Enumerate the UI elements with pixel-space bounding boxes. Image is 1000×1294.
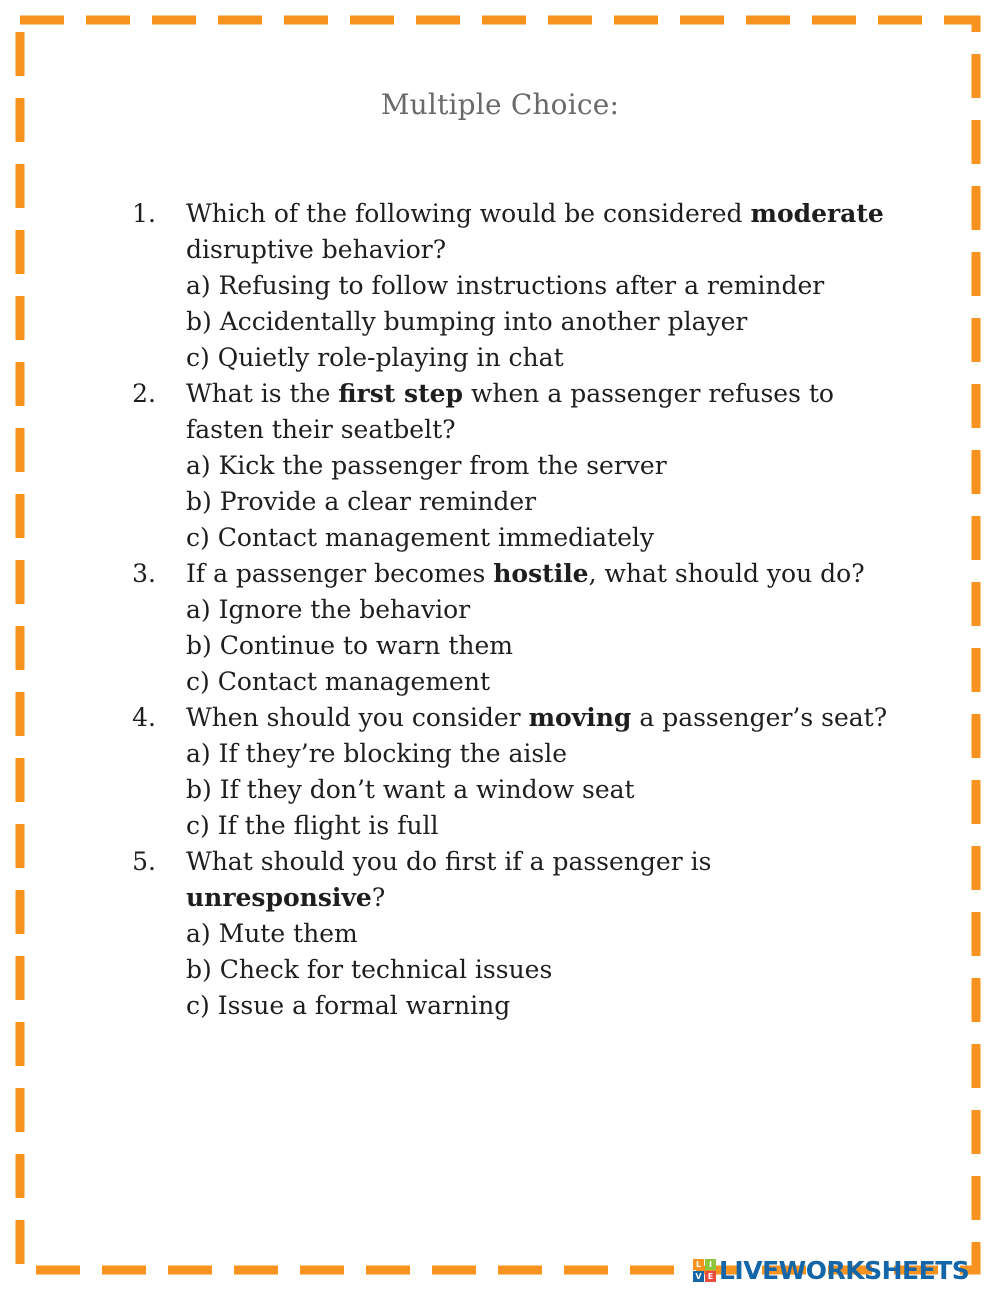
answer-option-c[interactable]: c) If the flight is full [186, 811, 439, 840]
answer-option-c[interactable]: c) Issue a formal warning [186, 991, 511, 1020]
question-list [130, 196, 890, 1024]
answer-option-a[interactable]: a) Mute them [186, 919, 358, 948]
answer-option-a[interactable]: a) Ignore the behavior [186, 595, 471, 624]
answer-option-c[interactable]: c) Contact management [186, 667, 490, 696]
logo-text: LIVEWORKSHEETS [719, 1255, 970, 1285]
question-number: 5. [132, 847, 156, 876]
answer-option-a[interactable]: a) If they’re blocking the aisle [186, 739, 568, 768]
answer-option-b[interactable]: b) Provide a clear reminder [186, 487, 537, 516]
question-text [186, 376, 890, 448]
question-text [186, 556, 890, 592]
answer-option-b[interactable]: b) If they don’t want a window seat [186, 775, 635, 804]
question-text-end: ? [371, 883, 386, 912]
answer-option-a[interactable]: a) Kick the passenger from the server [186, 451, 667, 480]
question-1 [130, 196, 890, 376]
question-text-start: When should you consider [186, 703, 529, 732]
answer-option-b[interactable]: b) Check for technical issues [186, 955, 553, 984]
question-text-start: Which of the following would be considered [186, 199, 751, 228]
answer-option-c[interactable]: c) Contact management immediately [186, 523, 655, 552]
logo-mark-tile: I [705, 1259, 716, 1270]
question-number: 3. [132, 559, 156, 588]
answer-option-b[interactable]: b) Accidentally bumping into another player [186, 307, 748, 336]
question-text-start: What is the [186, 379, 339, 408]
answer-option-b[interactable]: b) Continue to warn them [186, 631, 513, 660]
question-text-end: disruptive behavior? [186, 235, 447, 264]
question-2 [130, 376, 890, 556]
question-text-end: when a passenger refuses to fasten their seatbelt? [186, 379, 834, 444]
question-text-end: , what should you do? [588, 559, 865, 588]
question-4 [130, 700, 890, 844]
liveworksheets-logo [693, 1254, 969, 1286]
question-text [186, 196, 890, 268]
question-text-start: What should you do first if a passenger is [186, 847, 712, 876]
logo-mark-tile: V [693, 1271, 704, 1282]
question-keyword: first step [338, 379, 464, 408]
question-text-start: If a passenger becomes [186, 559, 494, 588]
question-5 [130, 844, 890, 1024]
question-number: 2. [132, 379, 156, 408]
question-text [186, 700, 890, 736]
logo-mark-tile: L [693, 1259, 704, 1270]
page-title: Multiple Choice: [380, 88, 620, 121]
question-keyword: hostile [493, 559, 589, 588]
question-number: 4. [132, 703, 156, 732]
question-keyword: unresponsive [186, 883, 372, 912]
answer-option-c[interactable]: c) Quietly role-playing in chat [186, 343, 564, 372]
question-text [186, 844, 890, 916]
question-number: 1. [132, 199, 156, 228]
question-text-end: a passenger’s seat? [631, 703, 888, 732]
question-keyword: moving [528, 703, 632, 732]
logo-mark-tile: E [705, 1271, 716, 1282]
question-keyword: moderate [750, 199, 884, 228]
liveworksheets-logo-icon [693, 1259, 716, 1282]
answer-option-a[interactable]: a) Refusing to follow instructions after a reminder [186, 271, 825, 300]
question-3 [130, 556, 890, 700]
